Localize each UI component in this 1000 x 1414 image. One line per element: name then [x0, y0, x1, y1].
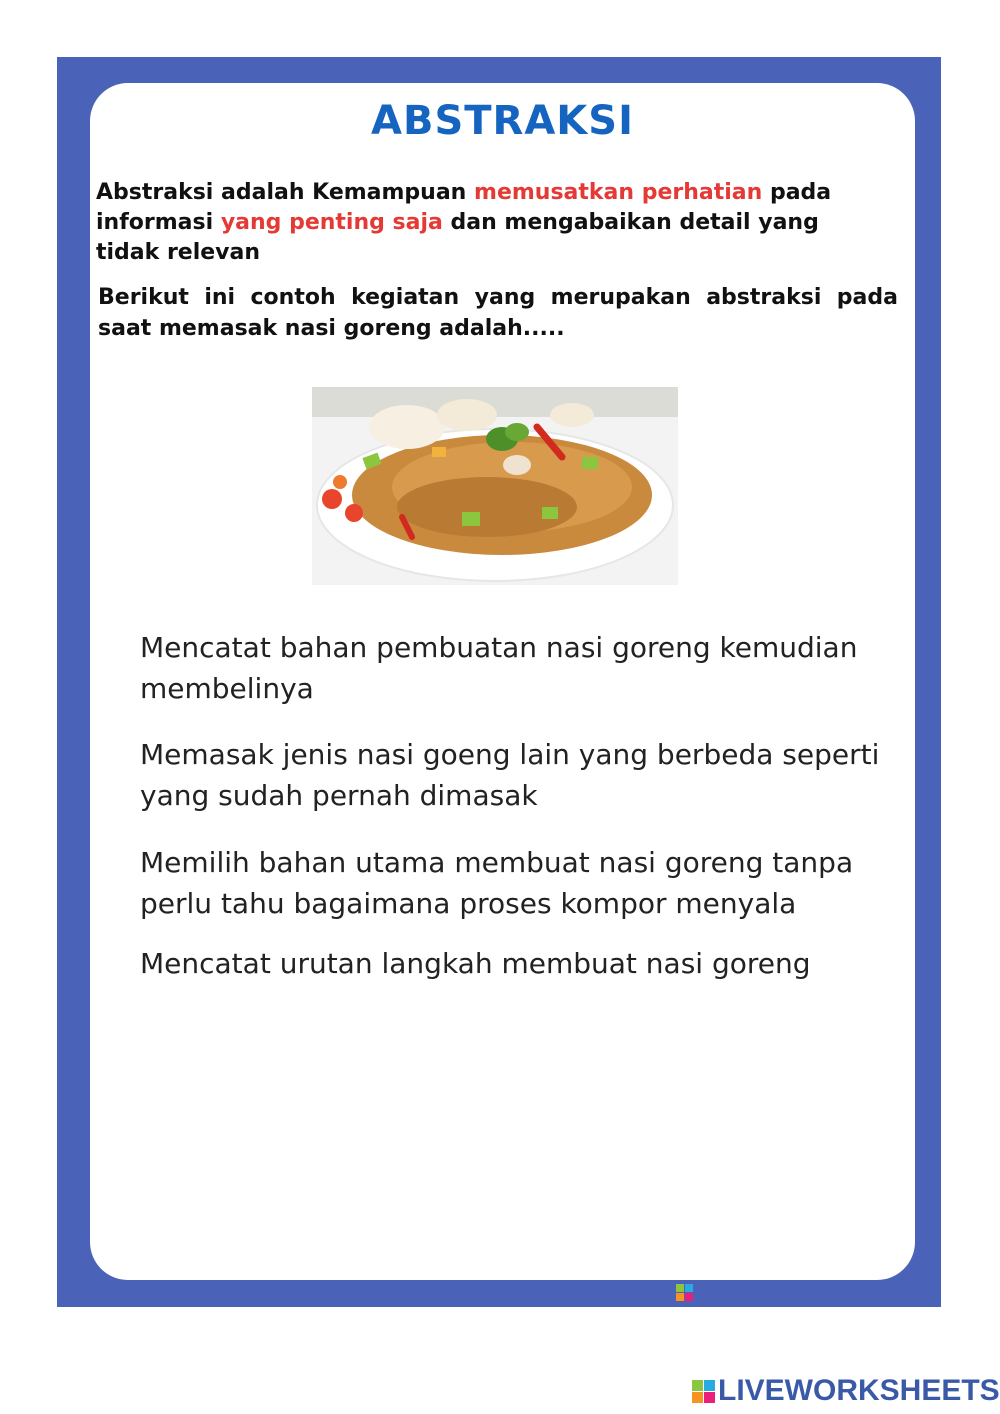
definition-highlight-1: memusatkan perhatian — [474, 180, 763, 205]
definition-text — [96, 178, 856, 268]
logo-text: LIVEWORKSHEETS — [696, 1279, 912, 1305]
liveworksheets-logo-footer[interactable] — [692, 1374, 1000, 1408]
fried-rice-image — [312, 387, 678, 585]
liveworksheets-logo-icon — [676, 1284, 693, 1301]
definition-part1: Abstraksi adalah Kemampuan — [96, 180, 475, 205]
question-text: Berikut ini contoh kegiatan yang merupakan abstraksi pada saat memasak nasi goreng adalah..... — [98, 285, 898, 341]
definition-part2: pada informasi — [96, 180, 832, 235]
answer-option-2[interactable]: Memasak jenis nasi goeng lain yang berbeda seperti yang sudah pernah dimasak — [140, 738, 880, 812]
page-title: ABSTRAKSI — [371, 98, 634, 144]
answer-option-3[interactable]: Memilih bahan utama membuat nasi goreng tanpa perlu tahu bagaimana proses kompor menyala — [140, 846, 854, 920]
logo-text: LIVEWORKSHEETS — [718, 1374, 1000, 1407]
definition-part3: dan mengabaikan detail yang tidak relevan — [96, 210, 819, 265]
answer-option-4[interactable]: Mencatat urutan langkah membuat nasi goreng — [140, 947, 811, 980]
definition-highlight-2: yang penting saja — [220, 210, 443, 235]
answer-option-1[interactable]: Mencatat bahan pembuatan nasi goreng kemudian membelinya — [140, 631, 858, 705]
liveworksheets-logo-icon — [692, 1380, 715, 1403]
liveworksheets-logo-inner — [676, 1279, 912, 1306]
